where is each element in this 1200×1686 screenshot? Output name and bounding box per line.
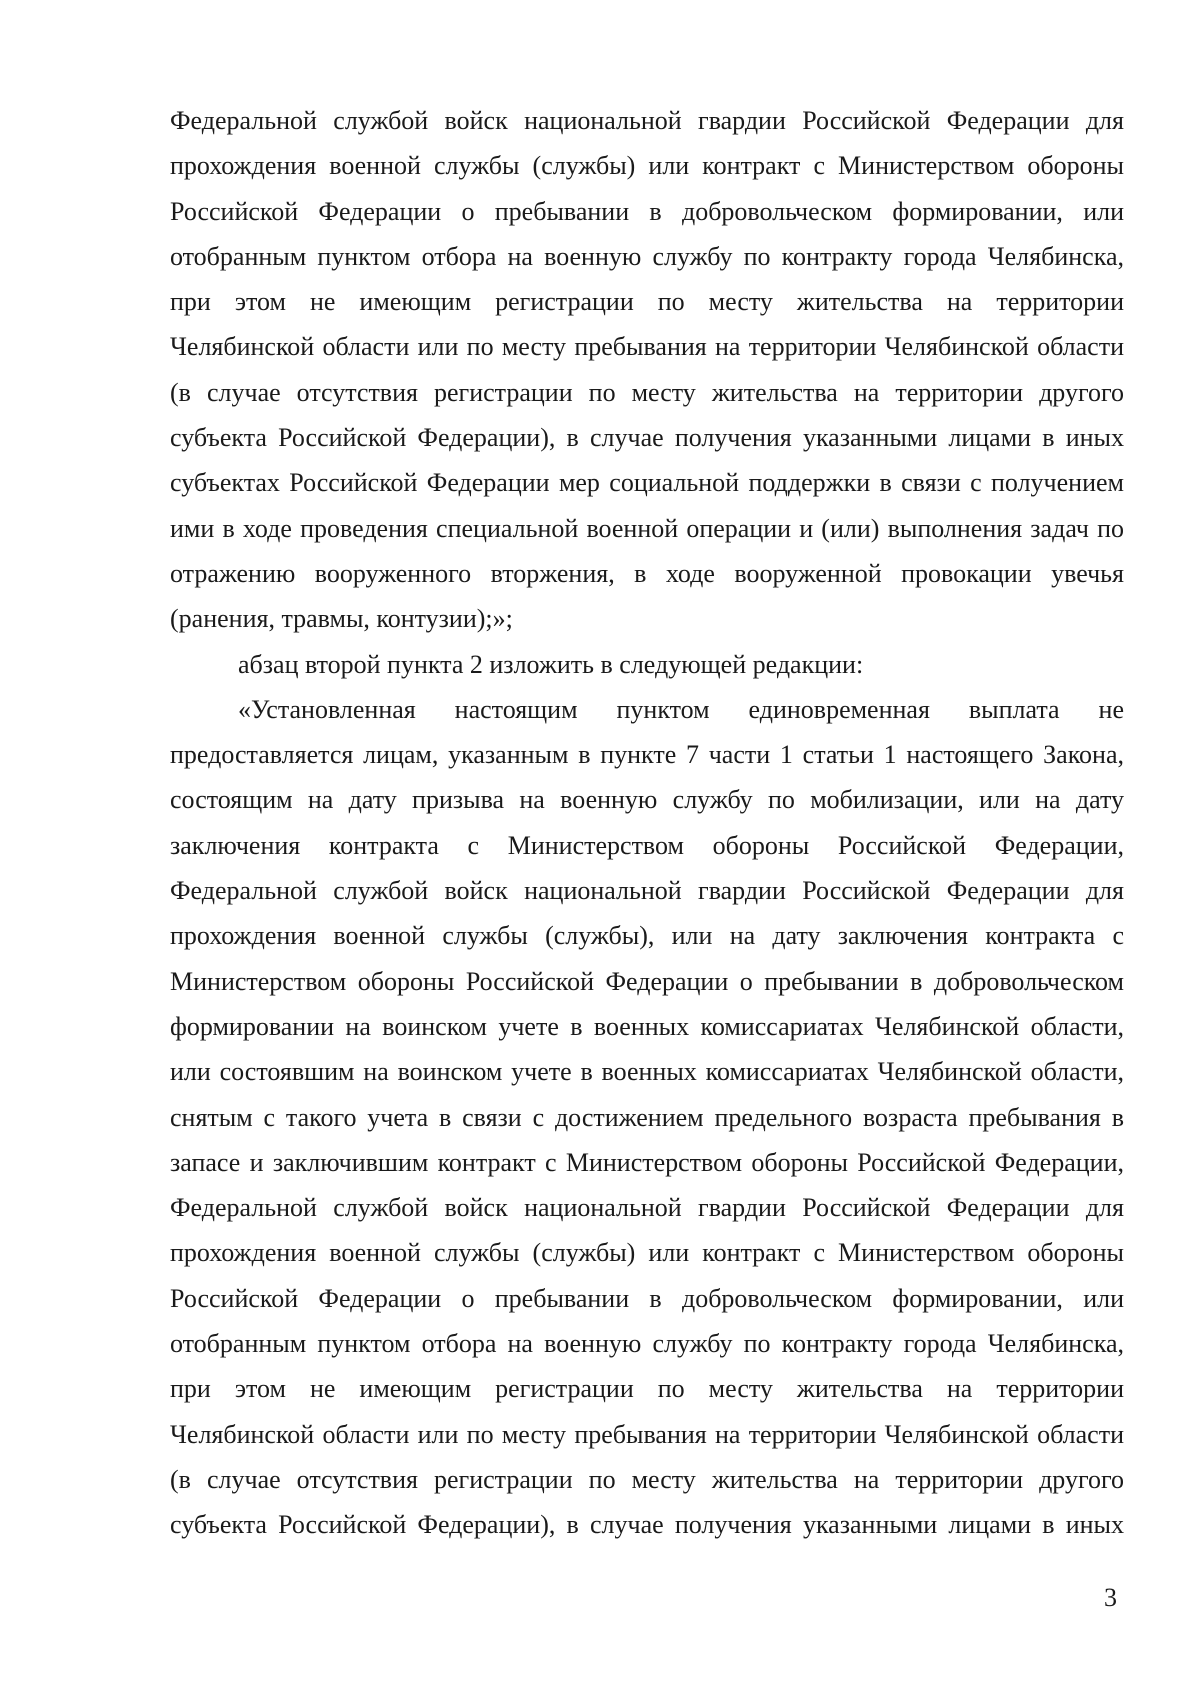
document-body xyxy=(170,98,1124,1548)
text-line: Челябинской области или по месту пребывания на территории Челябинской области xyxy=(170,1419,1124,1449)
paragraph-quote-start: «Установленная настоящим пунктом единовременная выплата не xyxy=(238,694,1124,724)
text-line: Федеральной службой войск национальной гвардии Российской Федерации для xyxy=(170,106,1124,135)
text-line: Российской Федерации о пребывании в добровольческом формировании, или xyxy=(170,196,1124,226)
text-line: Челябинской области или по месту пребывания на территории Челябинской области xyxy=(170,332,1124,362)
paragraph-instruction: абзац второй пункта 2 изложить в следующей редакции: xyxy=(238,649,864,679)
text-line: Министерством обороны Российской Федерации о пребывании в добровольческом xyxy=(170,966,1124,996)
text-line: Федеральной службой войск национальной гвардии Российской Федерации для xyxy=(170,876,1124,906)
text-line: прохождения военной службы (службы), или на дату заключения контракта с xyxy=(170,921,1124,951)
text-line: субъекта Российской Федерации), в случае получения указанными лицами в иных xyxy=(170,1510,1124,1540)
text-line: ими в ходе проведения специальной военной операции и (или) выполнения задач по xyxy=(170,513,1124,543)
text-line: или состоявшим на воинском учете в военных комиссариатах Челябинской области, xyxy=(170,1057,1124,1087)
text-line: при этом не имеющим регистрации по месту жительства на территории xyxy=(170,287,1124,317)
text-line: (в случае отсутствия регистрации по месту жительства на территории другого xyxy=(170,377,1124,407)
text-line: запасе и заключившим контракт с Министерством обороны Российской Федерации, xyxy=(170,1147,1124,1177)
text-line: (ранения, травмы, контузии);»; xyxy=(170,604,513,634)
text-line: отражению вооруженного вторжения, в ходе вооруженной провокации увечья xyxy=(170,558,1124,588)
text-line: отобранным пунктом отбора на военную службу по контракту города Челябинска, xyxy=(170,241,1124,271)
page-number: 3 xyxy=(1104,1583,1117,1612)
text-line: Российской Федерации о пребывании в добровольческом формировании, или xyxy=(170,1283,1124,1313)
text-line: (в случае отсутствия регистрации по месту жительства на территории другого xyxy=(170,1464,1124,1494)
text-line: субъектах Российской Федерации мер социальной поддержки в связи с получением xyxy=(170,468,1124,498)
text-line: субъекта Российской Федерации), в случае получения указанными лицами в иных xyxy=(170,423,1124,453)
text-line: при этом не имеющим регистрации по месту жительства на территории xyxy=(170,1374,1124,1404)
text-line: Федеральной службой войск национальной гвардии Российской Федерации для xyxy=(170,1193,1124,1223)
text-line: снятым с такого учета в связи с достижением предельного возраста пребывания в xyxy=(170,1102,1124,1132)
text-line: прохождения военной службы (службы) или контракт с Министерством обороны xyxy=(170,1238,1124,1268)
text-line: состоящим на дату призыва на военную службу по мобилизации, или на дату xyxy=(170,785,1124,815)
text-line: отобранным пунктом отбора на военную службу по контракту города Челябинска, xyxy=(170,1329,1124,1359)
text-line: заключения контракта с Министерством обороны Российской Федерации, xyxy=(170,830,1124,860)
text-line: предоставляется лицам, указанным в пункте 7 части 1 статьи 1 настоящего Закона, xyxy=(170,740,1124,770)
text-line: прохождения военной службы (службы) или контракт с Министерством обороны xyxy=(170,151,1124,181)
text-line: формировании на воинском учете в военных комиссариатах Челябинской области, xyxy=(170,1011,1124,1041)
